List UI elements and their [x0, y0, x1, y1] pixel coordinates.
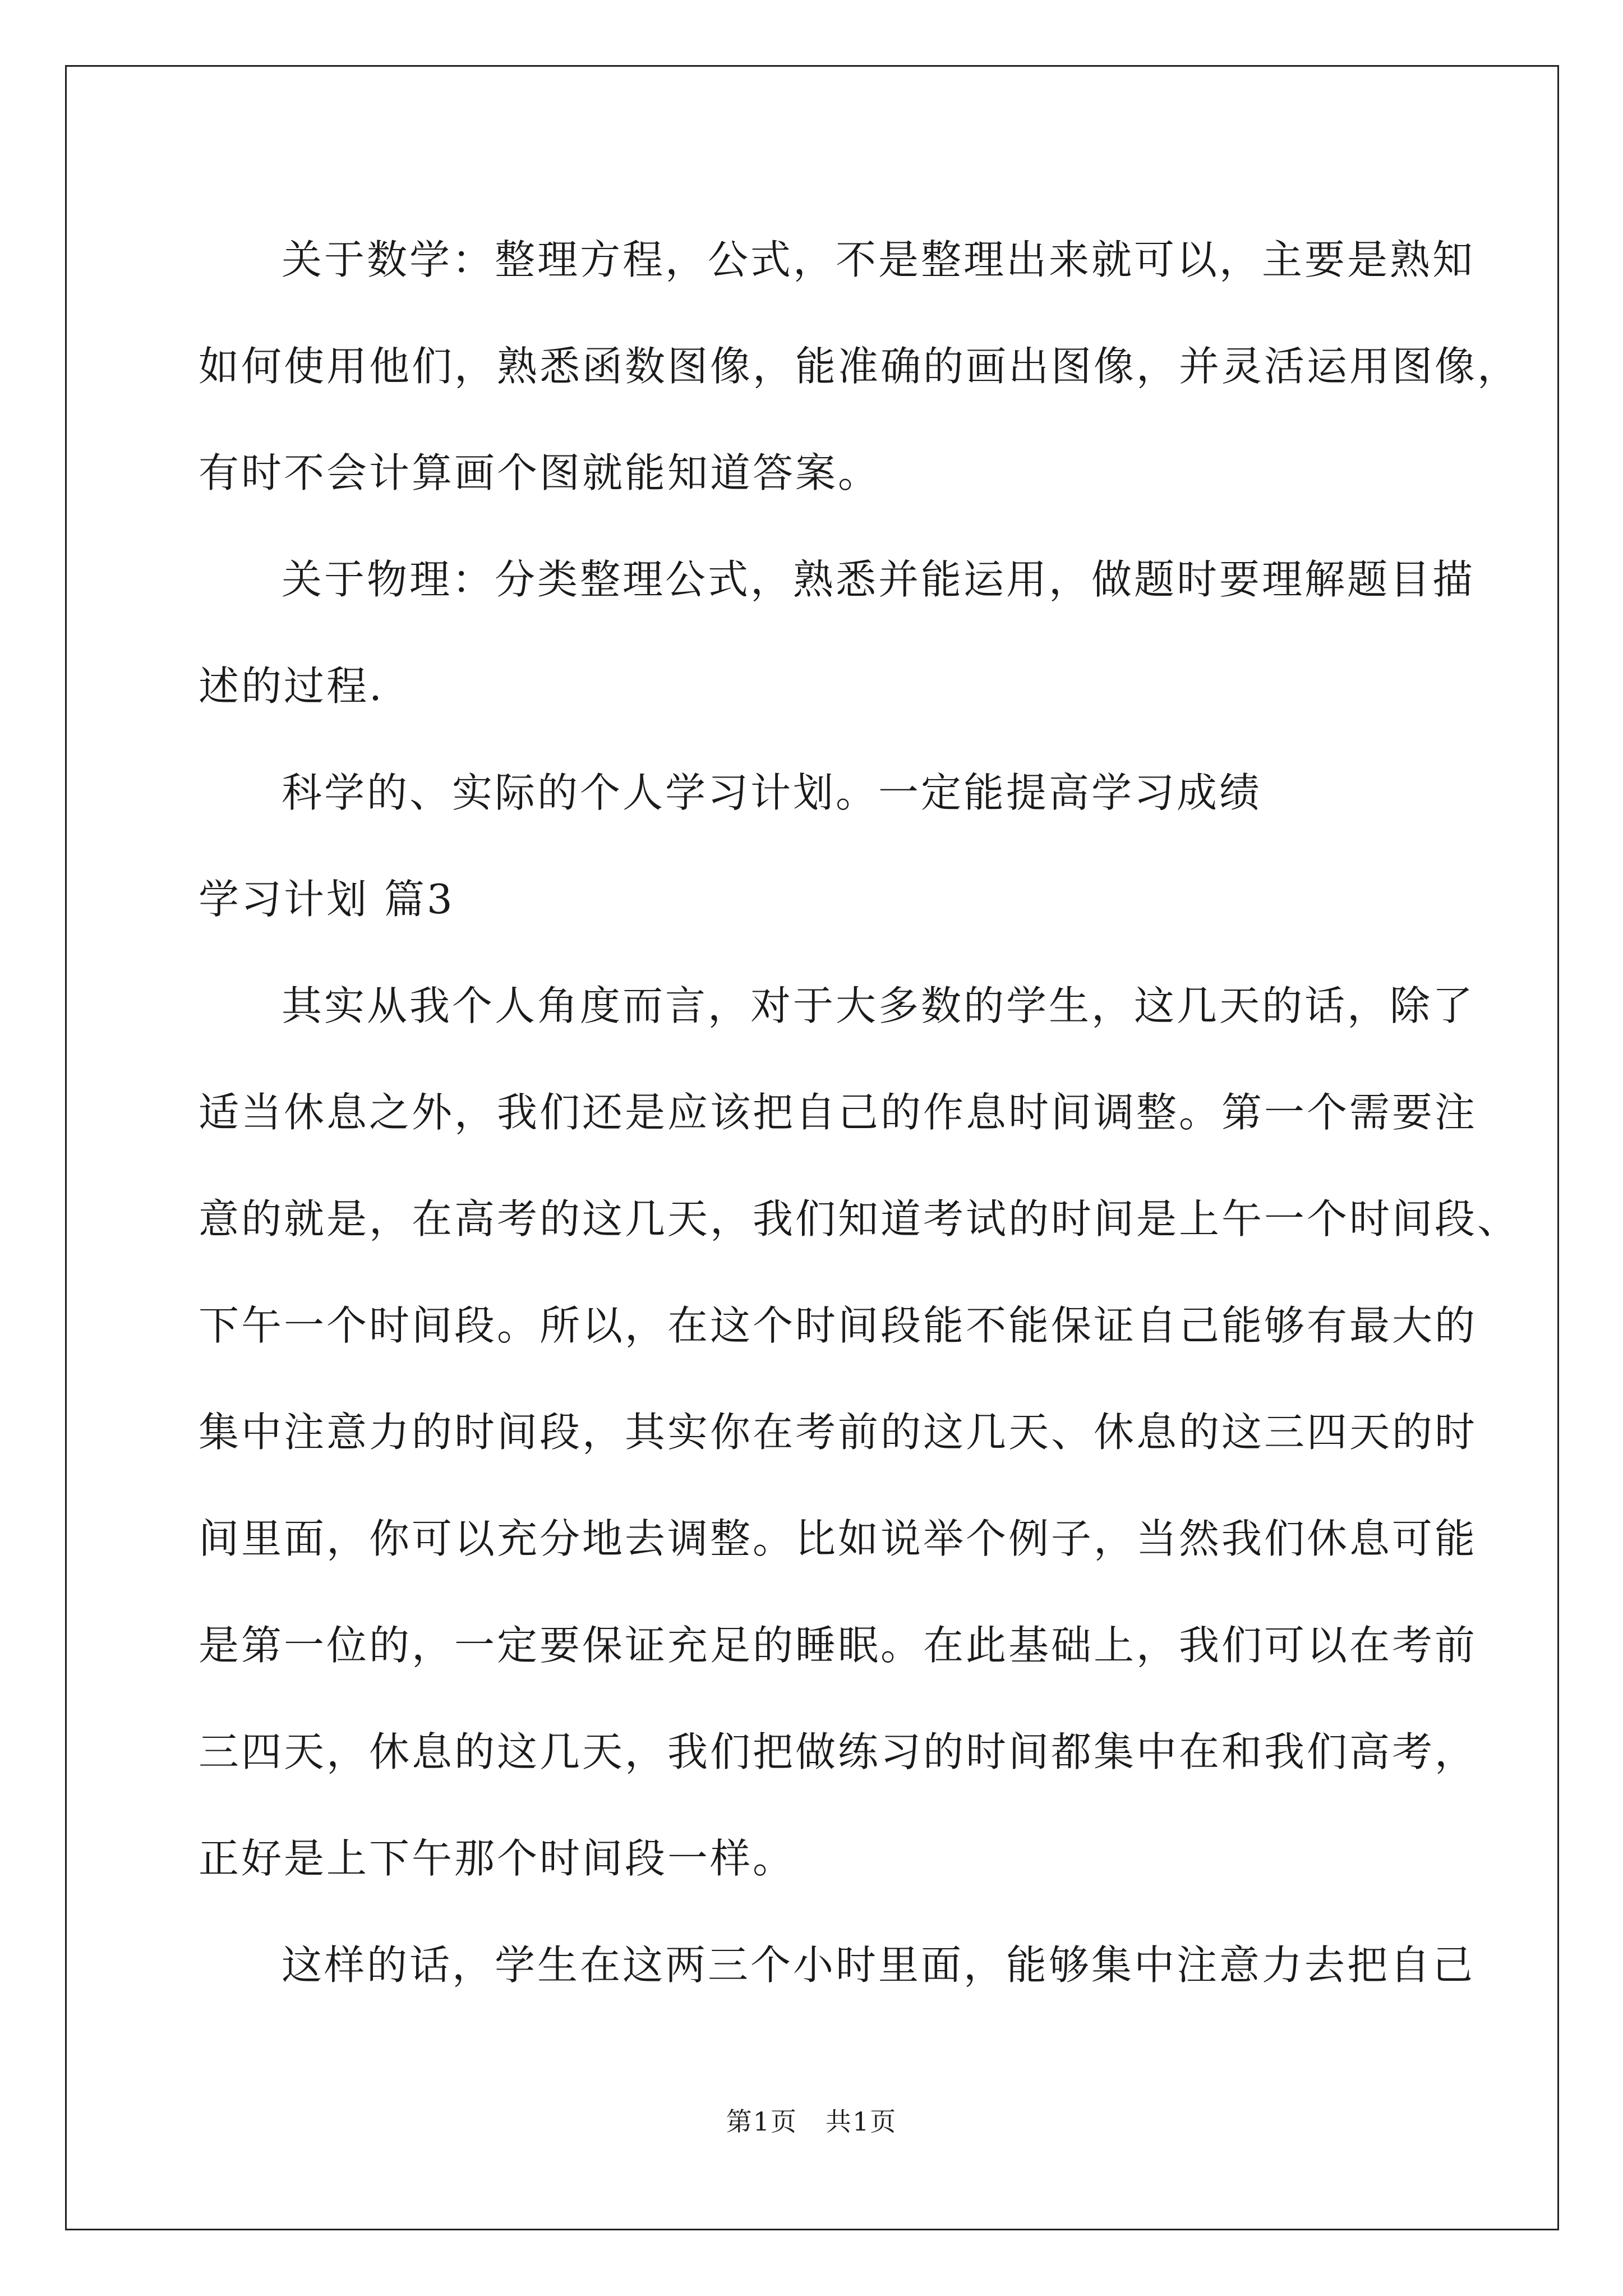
page-footer — [0, 2101, 1623, 2138]
text-line: 集中注意力的时间段，其实你在考前的这几天、休息的这三四天的时 — [199, 1409, 1478, 1456]
paragraph-math — [199, 206, 1520, 526]
text-line: 三四天，休息的这几天，我们把做练习的时间都集中在和我们高考， — [199, 1728, 1478, 1775]
text-line: 科学的、实际的个人学习计划。一定能提高学习成绩 — [282, 769, 1262, 816]
section-heading: 学习计划 篇3 — [199, 876, 455, 923]
text-line: 关于数学：整理方程，公式，不是整理出来就可以，主要是熟知 — [282, 236, 1476, 283]
text-line: 意的就是，在高考的这几天，我们知道考试的时间是上午一个时间段、 — [199, 1195, 1520, 1243]
page-number: 第1页 — [726, 2106, 798, 2137]
text-line: 关于物理：分类整理公式，熟悉并能运用，做题时要理解题目描 — [282, 556, 1476, 603]
paragraph-focus — [199, 1912, 1476, 2018]
text-line: 这样的话，学生在这两三个小时里面，能够集中注意力去把自己 — [282, 1941, 1476, 1989]
text-line: 正好是上下午那个时间段一样。 — [199, 1835, 796, 1882]
paragraph-plan — [199, 739, 1432, 846]
text-line: 述的过程. — [199, 662, 384, 710]
text-line: 有时不会计算画个图就能知道答案。 — [199, 449, 881, 496]
paragraph-exam-schedule — [199, 953, 1520, 1912]
text-line: 是第一位的，一定要保证充足的睡眠。在此基础上，我们可以在考前 — [199, 1622, 1478, 1669]
text-line: 其实从我个人角度而言，对于大多数的学生，这几天的话，除了 — [282, 982, 1476, 1029]
text-line: 如何使用他们，熟悉函数图像，能准确的画出图像，并灵活运用图像， — [199, 343, 1520, 390]
page-total: 共1页 — [825, 2106, 897, 2137]
text-line: 下午一个时间段。所以，在这个时间段能不能保证自己能够有最大的 — [199, 1302, 1478, 1349]
paragraph-physics — [199, 526, 1476, 739]
text-line: 适当休息之外，我们还是应该把自己的作息时间调整。第一个需要注 — [199, 1089, 1478, 1136]
text-line: 间里面，你可以充分地去调整。比如说举个例子，当然我们休息可能 — [199, 1515, 1478, 1562]
document-body — [199, 206, 1520, 2018]
